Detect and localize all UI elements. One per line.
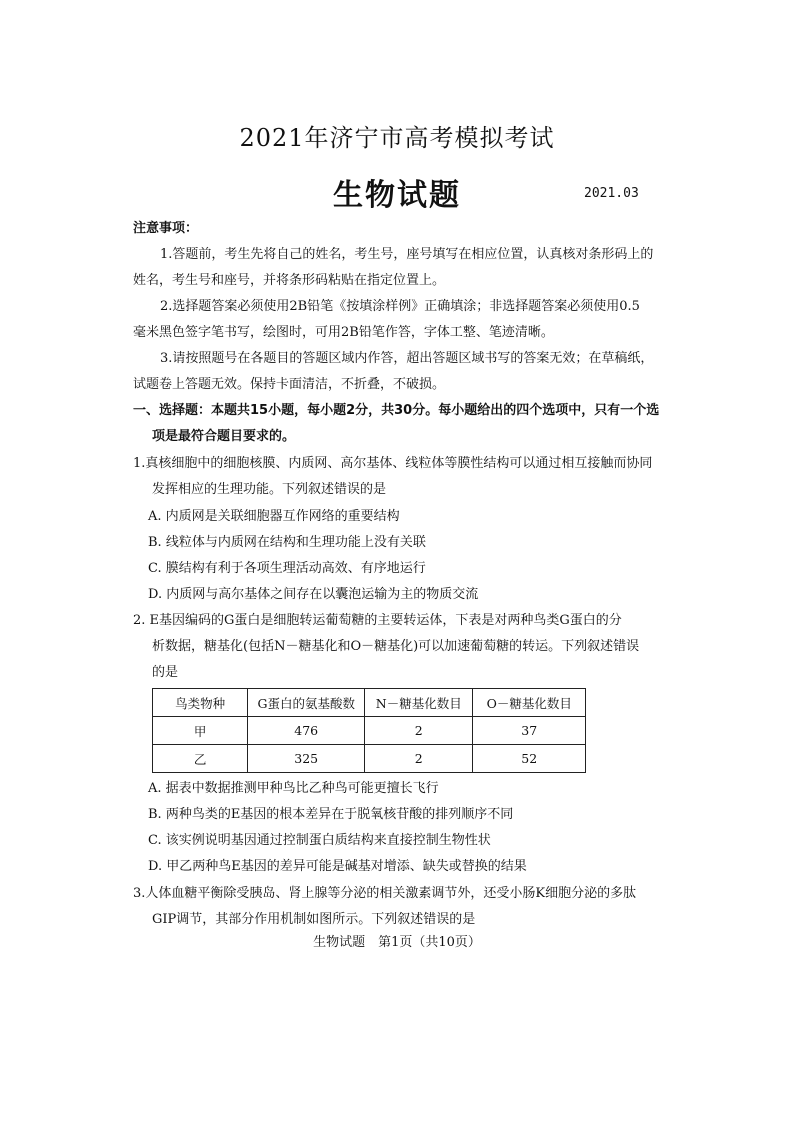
table-header-row <box>153 689 586 717</box>
exam-title: 2021年济宁市高考模拟考试 <box>239 124 555 152</box>
q2-option-b: B. 两种鸟类的E基因的根本差异在于脱氧核苷酸的排列顺序不同 <box>148 807 514 822</box>
table-header: N－糖基化数目 <box>365 689 473 717</box>
notice-item-1-line-1: 1.答题前，考生先将自己的姓名，考生号，座号填写在相应位置，认真核对条形码上的 <box>160 247 654 262</box>
table-cell: 甲 <box>153 717 248 745</box>
table-cell: 476 <box>248 717 365 745</box>
q2-option-d: D. 甲乙两种鸟E基因的差异可能是碱基对增添、缺失或替换的结果 <box>148 859 527 874</box>
q2-option-a: A. 据表中数据推测甲种鸟比乙种鸟可能更擅长飞行 <box>148 781 439 796</box>
q1-option-d: D. 内质网与高尔基体之间存在以囊泡运输为主的物质交流 <box>148 587 479 602</box>
table-cell: 325 <box>248 745 365 773</box>
q3-stem-line-1: 3.人体血糖平衡除受胰岛、肾上腺等分泌的相关激素调节外，还受小肠K细胞分泌的多肽 <box>133 886 637 901</box>
table-row <box>153 745 586 773</box>
section-1-heading-line-1: 一、选择题：本题共15小题，每小题2分，共30分。每小题给出的四个选项中，只有一个选 <box>133 403 660 418</box>
notice-item-3-line-2: 试题卷上答题无效。保持卡面清洁，不折叠，不破损。 <box>133 377 446 392</box>
section-1-heading-line-2: 项是最符合题目要求的。 <box>152 429 296 444</box>
q1-option-c: C. 膜结构有利于各项生理活动高效、有序地运行 <box>148 561 426 576</box>
notice-item-2-line-2: 毫米黑色签字笔书写，绘图时，可用2B铅笔作答，字体工整、笔迹清晰。 <box>133 325 554 340</box>
notice-item-2-line-1: 2.选择题答案必须使用2B铅笔《按填涂样例》正确填涂；非选择题答案必须使用0.5 <box>160 299 640 314</box>
notice-heading: 注意事项： <box>133 221 199 236</box>
g-protein-table <box>152 688 586 773</box>
table-row <box>153 717 586 745</box>
table-cell: 2 <box>365 717 473 745</box>
q1-stem-line-1: 1.真核细胞中的细胞核膜、内质网、高尔基体、线粒体等膜性结构可以通过相互接触而协同 <box>133 456 653 471</box>
subject-title: 生物试题 <box>333 178 461 213</box>
q2-stem-line-1: 2. E基因编码的G蛋白是细胞转运葡萄糖的主要转运体，下表是对两种鸟类G蛋白的分 <box>133 613 622 628</box>
table-cell: 37 <box>473 717 586 745</box>
notice-item-1-line-2: 姓名，考生号和座号，并将条形码粘贴在指定位置上。 <box>133 273 446 288</box>
q1-stem-line-2: 发挥相应的生理功能。下列叙述错误的是 <box>152 482 387 497</box>
table-header: O－糖基化数目 <box>473 689 586 717</box>
q2-stem-line-3: 的是 <box>152 665 179 680</box>
notice-item-3-line-1: 3.请按照题号在各题目的答题区域内作答，超出答题区域书写的答案无效；在草稿纸， <box>160 351 654 366</box>
table-header: G蛋白的氨基酸数 <box>248 689 365 717</box>
table-header: 鸟类物种 <box>153 689 248 717</box>
q2-option-c: C. 该实例说明基因通过控制蛋白质结构来直接控制生物性状 <box>148 833 491 848</box>
q1-option-a: A. 内质网是关联细胞器互作网络的重要结构 <box>148 509 400 524</box>
q1-option-b: B. 线粒体与内质网在结构和生理功能上没有关联 <box>148 535 426 550</box>
table-cell: 2 <box>365 745 473 773</box>
q2-stem-line-2: 析数据，糖基化(包括N－糖基化和O－糖基化)可以加速葡萄糖的转运。下列叙述错误 <box>152 639 640 654</box>
table-cell: 52 <box>473 745 586 773</box>
table-cell: 乙 <box>153 745 248 773</box>
q3-stem-line-2: GIP调节，其部分作用机制如图所示。下列叙述错误的是 <box>152 912 476 927</box>
exam-date: 2021.03 <box>584 186 639 201</box>
page-footer: 生物试题 第1页（共10页） <box>313 935 481 950</box>
